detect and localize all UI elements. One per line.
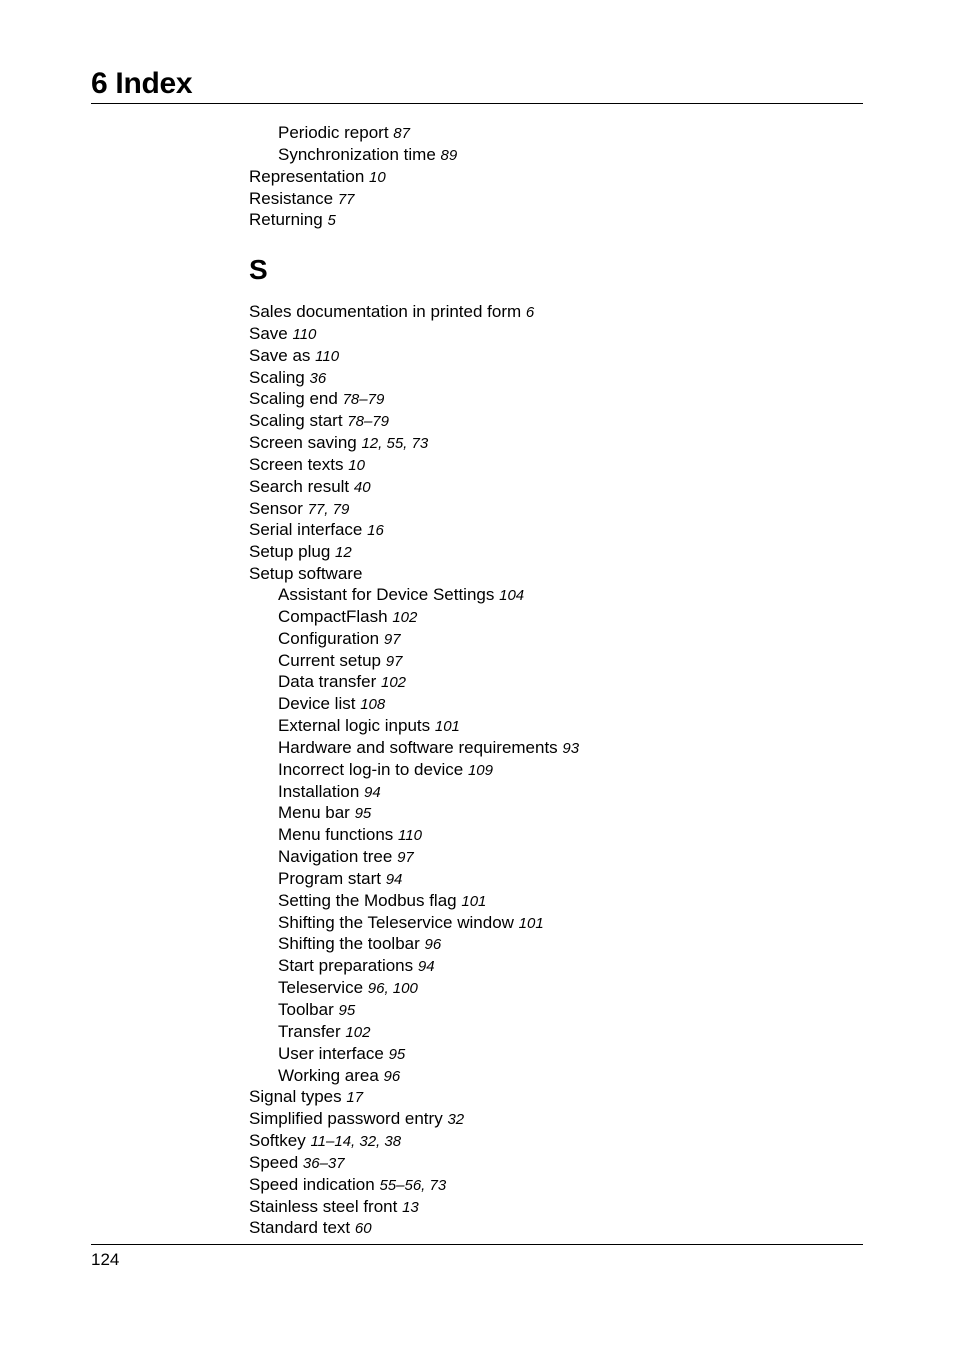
section-letter-heading: S	[249, 254, 268, 285]
index-term: Working area	[278, 1065, 379, 1085]
index-entry	[249, 782, 579, 804]
index-term: Setup software	[249, 564, 363, 584]
index-entry	[249, 324, 579, 346]
index-term: Periodic report	[278, 123, 389, 142]
index-entry	[249, 1000, 579, 1022]
index-term: Navigation tree	[278, 847, 393, 867]
page-title: 6 Index	[91, 67, 193, 100]
index-entry	[249, 1153, 579, 1175]
index-page-refs: 5	[327, 212, 336, 230]
index-entry	[249, 433, 579, 455]
index-term: Scaling end	[249, 389, 338, 409]
index-term: Shifting the toolbar	[278, 934, 420, 954]
index-page-refs: 95	[388, 1045, 406, 1063]
index-page-refs: 89	[440, 146, 458, 164]
index-entry	[249, 389, 579, 411]
index-term: Data transfer	[278, 672, 377, 692]
index-page-refs: 109	[467, 761, 493, 779]
index-page-refs: 10	[369, 168, 386, 186]
index-page-refs: 102	[392, 608, 418, 626]
index-page-refs: 17	[346, 1089, 364, 1107]
index-term: Representation	[249, 166, 365, 186]
index-term: Start preparations	[278, 956, 414, 976]
index-list-continued	[249, 123, 457, 232]
index-page-refs: 104	[499, 586, 525, 604]
index-term: Save as	[249, 345, 311, 365]
index-entry	[249, 411, 579, 433]
index-page-refs: 60	[354, 1220, 372, 1238]
index-entry	[249, 1175, 579, 1197]
index-entry	[249, 564, 579, 585]
index-entry	[249, 913, 579, 935]
index-entry	[249, 978, 579, 1000]
index-page-refs: 10	[348, 456, 365, 474]
index-entry	[249, 1109, 579, 1131]
index-term: Shifting the Teleservice window	[278, 912, 514, 932]
index-page-refs: 77, 79	[307, 500, 350, 518]
index-entry	[249, 455, 579, 477]
index-entry	[249, 123, 457, 145]
index-page-refs: 108	[360, 696, 386, 714]
index-page-refs: 36–37	[302, 1154, 345, 1172]
index-page-refs: 55–56, 73	[379, 1176, 447, 1194]
index-term: CompactFlash	[278, 606, 388, 626]
index-entry	[249, 760, 579, 782]
index-entry	[249, 542, 579, 564]
index-term: Setting the Modbus flag	[278, 890, 457, 910]
index-term: Device list	[278, 694, 356, 714]
index-entry	[249, 189, 457, 211]
index-entry	[249, 716, 579, 738]
index-term: Returning	[249, 210, 323, 230]
index-term: User interface	[278, 1043, 384, 1063]
index-page-refs: 12	[335, 544, 352, 562]
index-entry	[249, 694, 579, 716]
index-page-refs: 77	[337, 190, 355, 208]
index-term: Teleservice	[278, 978, 364, 998]
index-term: Screen texts	[249, 454, 344, 474]
index-page-refs: 36	[309, 369, 327, 387]
index-entry	[249, 891, 579, 913]
index-page-refs: 40	[353, 478, 371, 496]
index-term: Hardware and software requirements	[278, 737, 558, 757]
index-term: Standard text	[249, 1218, 351, 1238]
index-page-refs: 101	[518, 914, 544, 932]
index-entry	[249, 1022, 579, 1044]
index-page-refs: 110	[398, 827, 422, 845]
index-term: Save	[249, 323, 288, 343]
index-page-refs: 94	[417, 958, 435, 976]
index-page-refs: 78–79	[347, 413, 389, 431]
index-term: Softkey	[249, 1131, 306, 1151]
index-entry	[249, 1218, 579, 1240]
index-term: Stainless steel front	[249, 1196, 398, 1216]
index-entry	[249, 210, 457, 232]
index-page-refs: 96, 100	[367, 980, 418, 998]
index-entry	[249, 585, 579, 607]
index-entry	[249, 1066, 579, 1088]
index-entry	[249, 803, 579, 825]
header-rule	[91, 103, 863, 104]
index-entry	[249, 499, 579, 521]
index-entry	[249, 672, 579, 694]
index-page-refs: 97	[383, 630, 401, 648]
index-term: Transfer	[278, 1021, 341, 1041]
index-entry	[249, 934, 579, 956]
index-entry	[249, 629, 579, 651]
index-entry	[249, 145, 457, 167]
index-page-refs: 12, 55, 73	[361, 435, 429, 453]
index-term: External logic inputs	[278, 716, 431, 736]
index-page-refs: 97	[397, 849, 414, 867]
index-page-refs: 94	[385, 870, 403, 888]
index-term: Menu functions	[278, 825, 394, 845]
index-page-refs: 95	[338, 1002, 356, 1019]
index-term: Simplified password entry	[249, 1109, 443, 1129]
index-entry	[249, 1197, 579, 1219]
index-term: Search result	[249, 476, 350, 496]
index-page-refs: 101	[434, 718, 460, 736]
index-entry	[249, 651, 579, 673]
index-entry	[249, 368, 579, 390]
index-page-refs: 93	[562, 739, 580, 757]
index-entry	[249, 1087, 579, 1109]
index-page-refs: 96	[383, 1067, 401, 1085]
index-term: Assistant for Device Settings	[278, 584, 495, 604]
index-page-refs: 102	[345, 1023, 371, 1041]
index-entry	[249, 477, 579, 499]
index-entry	[249, 869, 579, 891]
index-page-refs: 6	[525, 304, 535, 321]
index-term: Sensor	[249, 498, 303, 518]
index-term: Scaling	[249, 367, 305, 387]
index-term: Speed	[249, 1152, 299, 1172]
index-entry	[249, 520, 579, 542]
index-entry	[249, 346, 579, 368]
index-page-refs: 32	[447, 1111, 465, 1129]
index-list-s	[249, 302, 579, 1240]
index-page-refs: 102	[381, 674, 407, 692]
index-term: Configuration	[278, 628, 380, 648]
index-term: Sales documentation in printed form	[249, 302, 522, 321]
index-entry	[249, 302, 579, 324]
index-term: Current setup	[278, 650, 381, 670]
index-term: Signal types	[249, 1087, 342, 1107]
index-page-refs: 11–14, 32, 38	[310, 1133, 402, 1151]
index-page-refs: 95	[354, 805, 372, 823]
index-page-refs: 96	[424, 936, 442, 954]
index-term: Scaling start	[249, 411, 343, 431]
index-entry	[249, 956, 579, 978]
page-number: 124	[91, 1250, 120, 1269]
index-entry	[249, 738, 579, 760]
index-term: Screen saving	[249, 433, 357, 453]
footer-rule	[91, 1244, 863, 1245]
index-term: Toolbar	[278, 1000, 334, 1019]
index-term: Installation	[278, 781, 360, 801]
index-term: Incorrect log-in to device	[278, 759, 464, 779]
index-page-refs: 97	[385, 652, 403, 670]
index-page-refs: 16	[367, 522, 384, 540]
index-page-refs: 78–79	[342, 391, 385, 409]
index-term: Resistance	[249, 188, 334, 208]
index-page-refs: 110	[315, 347, 340, 365]
index-entry	[249, 607, 579, 629]
index-page-refs: 94	[364, 783, 381, 801]
index-term: Speed indication	[249, 1174, 375, 1194]
index-entry	[249, 847, 579, 869]
index-term: Synchronization time	[278, 144, 436, 164]
index-entry	[249, 1131, 579, 1153]
index-page-refs: 13	[402, 1198, 419, 1216]
index-entry	[249, 1044, 579, 1066]
index-term: Setup plug	[249, 542, 331, 562]
index-term: Menu bar	[278, 803, 350, 823]
index-term: Serial interface	[249, 520, 363, 540]
index-entry	[249, 825, 579, 847]
index-term: Program start	[278, 868, 381, 888]
index-page-refs: 87	[393, 125, 410, 142]
index-entry	[249, 167, 457, 189]
index-page-refs: 110	[292, 325, 317, 343]
index-page-refs: 101	[461, 892, 487, 910]
